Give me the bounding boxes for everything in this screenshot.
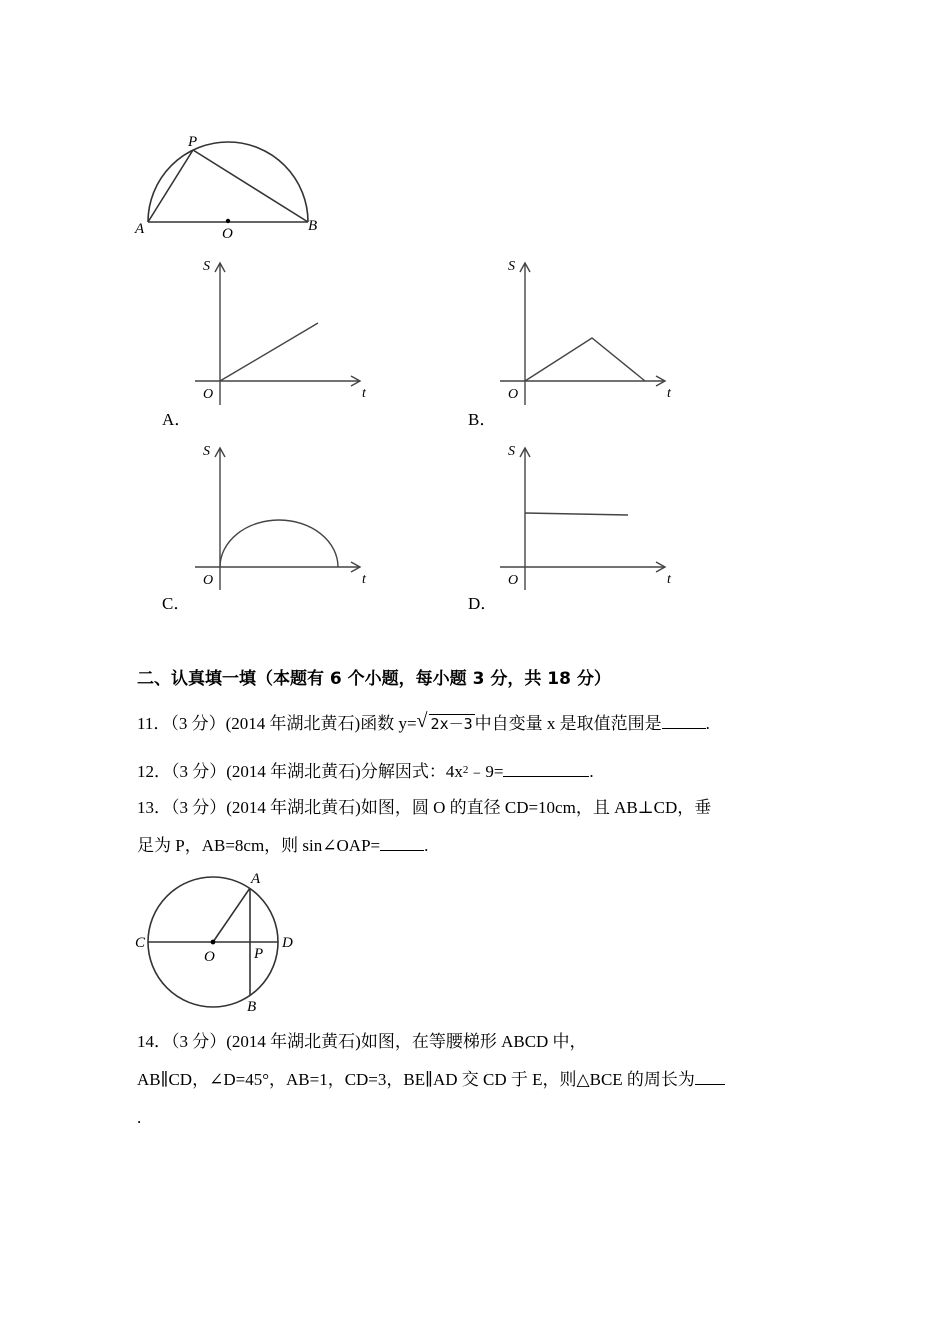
option-b-label: B．	[468, 410, 497, 429]
svg-text:t: t	[667, 572, 671, 587]
question-11: 11．（3 分）(2014 年湖北黄石)函数 y= √ 2x－3 中自变量 x 是取值范围是 .	[137, 712, 710, 736]
svg-text:t: t	[667, 386, 671, 401]
answer-blank[interactable]	[380, 834, 424, 851]
answer-blank[interactable]	[503, 760, 589, 777]
svg-text:S: S	[203, 444, 210, 459]
label-P: P	[188, 134, 198, 150]
axis-s: S	[203, 259, 210, 274]
question-12: 12．（3 分）(2014 年湖北黄石)分解因式：$4x^2﹣9=$ .	[137, 762, 594, 781]
answer-blank[interactable]	[662, 712, 706, 729]
svg-text:B: B	[247, 999, 257, 1015]
svg-text:D: D	[282, 935, 293, 951]
svg-text:P: P	[254, 946, 264, 962]
svg-text:O: O	[508, 573, 519, 588]
section-heading: 二、认真填一填（本题有 6 个小题，每小题 3 分，共 18 分）	[137, 669, 611, 689]
circle-figure	[130, 865, 310, 1015]
axis-t: t	[362, 386, 366, 401]
origin: O	[203, 387, 214, 402]
svg-text:C: C	[135, 935, 146, 951]
label-B: B	[308, 218, 318, 234]
graph-option-d	[495, 440, 685, 590]
graph-option-a	[190, 255, 380, 405]
graph-option-b	[495, 255, 685, 405]
svg-text:S: S	[508, 259, 515, 274]
option-d-label: D．	[468, 594, 498, 613]
sqrt-expression: √ 2x－3	[416, 710, 473, 733]
svg-text:O: O	[204, 949, 215, 965]
answer-blank[interactable]	[695, 1068, 725, 1085]
option-c-label: C．	[162, 594, 191, 613]
svg-text:O: O	[203, 573, 214, 588]
semicircle-figure	[130, 130, 330, 240]
svg-text:t: t	[362, 572, 366, 587]
question-14-line3: .	[137, 1108, 142, 1127]
label-A: A	[135, 221, 145, 237]
question-14-line1: 14．（3 分）(2014 年湖北黄石)如图，在等腰梯形 ABCD 中，	[137, 1032, 587, 1051]
question-13-line1: 13．（3 分）(2014 年湖北黄石)如图，圆 O 的直径 CD=10cm，且 AB⊥CD，垂	[137, 798, 712, 817]
svg-text:A: A	[251, 871, 261, 887]
label-O: O	[222, 226, 233, 242]
graph-option-c	[190, 440, 380, 590]
question-13-line2: 足为 P，AB=8cm，则 sin∠OAP= .	[137, 836, 429, 855]
svg-text:O: O	[508, 387, 519, 402]
svg-text:S: S	[508, 444, 515, 459]
question-14-line2: AB∥CD，∠D=45°，AB=1，CD=3，BE∥AD 交 CD 于 E，则△BCE 的周长为	[137, 1068, 725, 1092]
option-a-label: A．	[162, 410, 192, 429]
